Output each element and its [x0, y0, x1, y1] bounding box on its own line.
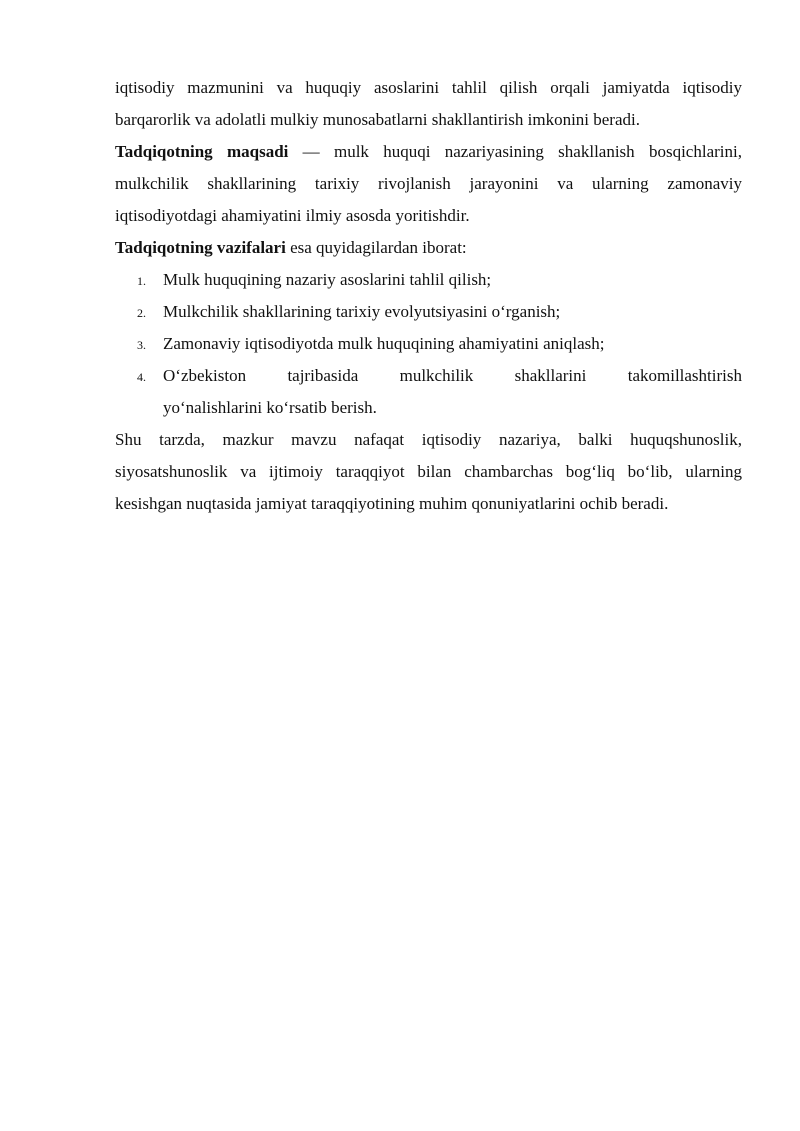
- list-item-text: Zamonaviy iqtisodiyotda mulk huquqining ahamiyatini aniqlash;: [163, 334, 605, 353]
- tasks-list: [115, 264, 742, 424]
- list-item: [115, 264, 742, 296]
- list-item-number: 4.: [137, 370, 146, 384]
- tasks-intro-text: esa quyidagilardan iborat:: [285, 238, 467, 257]
- list-item-number: 1.: [137, 274, 146, 288]
- intro-paragraph: iqtisodiy mazmunini va huquqiy asoslarini tahlil qilish orqali jamiyatda iqtisodiy barqarorlik va adolatli mulkiy munosabatlarni shakllantirish imkonini beradi.: [115, 78, 742, 129]
- document-page: [115, 72, 742, 520]
- list-item-text: Mulkchilik shakllarining tarixiy evolyutsiyasini o‘rganish;: [163, 302, 561, 321]
- goal-label: Tadqiqotning maqsadi: [115, 142, 289, 161]
- list-item: [115, 296, 742, 328]
- tasks-label: Tadqiqotning vazifalari: [115, 238, 286, 257]
- list-item-number: 2.: [137, 306, 146, 320]
- list-item-text-line1: O‘zbekiston tajribasida mulkchilik shakllarini takomillashtirish: [163, 366, 742, 385]
- conclusion-paragraph: Shu tarzda, mazkur mavzu nafaqat iqtisodiy nazariya, balki huquqshunoslik, siyosatshunoslik va ijtimoiy taraqqiyot bilan chambarchas bog‘liq bo‘lib, ularning kesishgan nuqtasida jamiyat taraqqiyotining muhim qonuniyatlarini ochib beradi.: [115, 430, 742, 513]
- list-item-number: 3.: [137, 338, 146, 352]
- list-item: [115, 360, 742, 424]
- goal-text: — mulk huquqi nazariyasining shakllanish bosqichlarini, mulkchilik shakllarining tarixiy rivojlanish jarayonini va ularning zamonaviy iqtisodiyotdagi ahamiyatini ilmiy asosda yoritishdir.: [115, 142, 742, 225]
- list-item-text-line2: yo‘nalishlarini ko‘rsatib berish.: [163, 398, 377, 417]
- list-item-text: Mulk huquqining nazariy asoslarini tahlil qilish;: [163, 270, 492, 289]
- tasks-heading: [115, 232, 742, 264]
- goal-paragraph: [115, 136, 742, 232]
- list-item: [115, 328, 742, 360]
